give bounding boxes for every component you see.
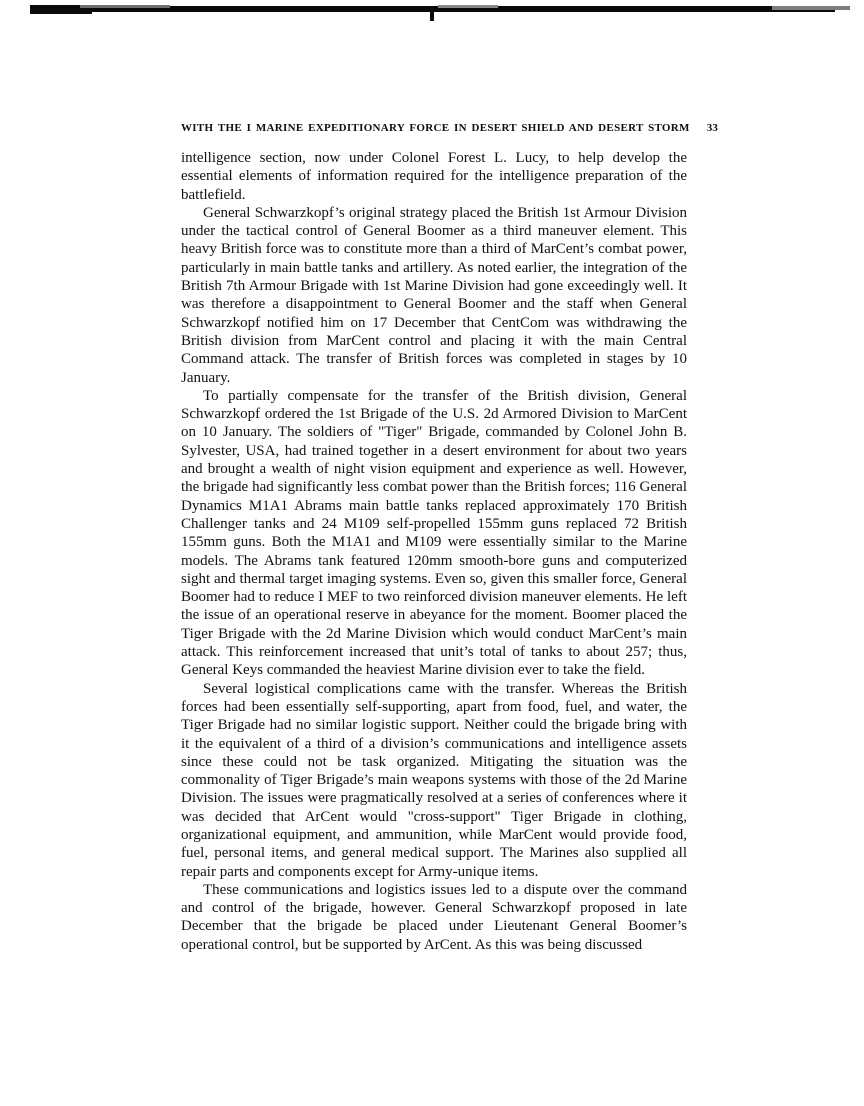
scan-artifact-gray-streak [772, 6, 850, 10]
running-header [181, 122, 719, 134]
paragraph: To partially compensate for the transfer of the British division, General Schwarzkopf ordered the 1st Brigade of the U.S. 2d Armored Division to MarCent on 10 January. The soldiers of "Tiger" Brigade, commanded by Colonel John B. Sylvester, USA, had trained together in a desert environment for about two years and brought a wealth of night vision equipment and experience as well. However, the brigade had significantly less combat power than the British forces; 116 General Dynamics M1A1 Abrams main battle tanks replaced approximately 170 British Challenger tanks and 24 M109 self-propelled 155mm guns replaced 72 British 155mm guns. Both the M1A1 and M109 were essentially similar to the Marine models. The Abrams tank featured 120mm smooth-bore guns and computerized sight and thermal target imaging systems. Even so, given this smaller force, General Boomer had to reduce I MEF to two reinforced division maneuver elements. He left the issue of an operational reserve in abeyance for the moment. Boomer placed the Tiger Brigade with the 2d Marine Division which would conduct MarCent’s main attack. This reinforcement increased that unit’s total of tanks to about 257; thus, General Keys commanded the heaviest Marine division ever to take the field. [181, 387, 687, 679]
page-content [181, 122, 719, 954]
running-header-title: WITH THE I MARINE EXPEDITIONARY FORCE IN DESERT SHIELD AND DESERT STORM [181, 122, 690, 134]
scan-artifact-gray-streak [80, 5, 170, 8]
scan-artifact-top-bar [30, 5, 835, 25]
paragraph: Several logistical complications came with the transfer. Whereas the British forces had been essentially self-supporting, apart from food, fuel, and water, the Tiger Brigade had no similar logistic support. Neither could the brigade bring with it the equivalent of a third of a division’s communications and intelligence assets since these could not be task organized. Mitigating the situation was the commonality of Tiger Brigade’s main weapons systems with those of the 2d Marine Division. The issues were pragmatically resolved at a series of conferences where it was decided that ArCent would "cross-support" Tiger Brigade in clothing, organizational equipment, and ammunition, while MarCent would provide food, fuel, personal items, and general medical support. The Marines also supplied all repair parts and components except for Army-unique items. [181, 680, 687, 880]
body-text [181, 149, 687, 954]
scan-artifact-gray-streak [438, 5, 498, 8]
page-number: 33 [706, 122, 719, 134]
scan-artifact-tick [430, 12, 434, 21]
paragraph: General Schwarzkopf’s original strategy placed the British 1st Armour Division under the tactical control of General Boomer as a third maneuver element. This heavy British force was to constitute more than a third of MarCent’s combat power, particularly in main battle tanks and artillery. As noted earlier, the integration of the British 7th Armour Brigade with 1st Marine Division had gone exceedingly well. It was therefore a disappointment to General Boomer and the staff when General Schwarzkopf notified him on 17 December that CentCom was withdrawing the British division from MarCent control and placing it with the main Central Command attack. The transfer of British forces was completed in stages by 10 January. [181, 204, 687, 386]
paragraph: intelligence section, now under Colonel Forest L. Lucy, to help develop the essential elements of information required for the intelligence preparation of the battlefield. [181, 150, 687, 203]
paragraph: These communications and logistics issues led to a dispute over the command and control of the brigade, however. General Schwarzkopf proposed in late December that the brigade be placed under Lieutenant General Boomer’s operational control, but be supported by ArCent. As this was being discussed [181, 881, 687, 953]
